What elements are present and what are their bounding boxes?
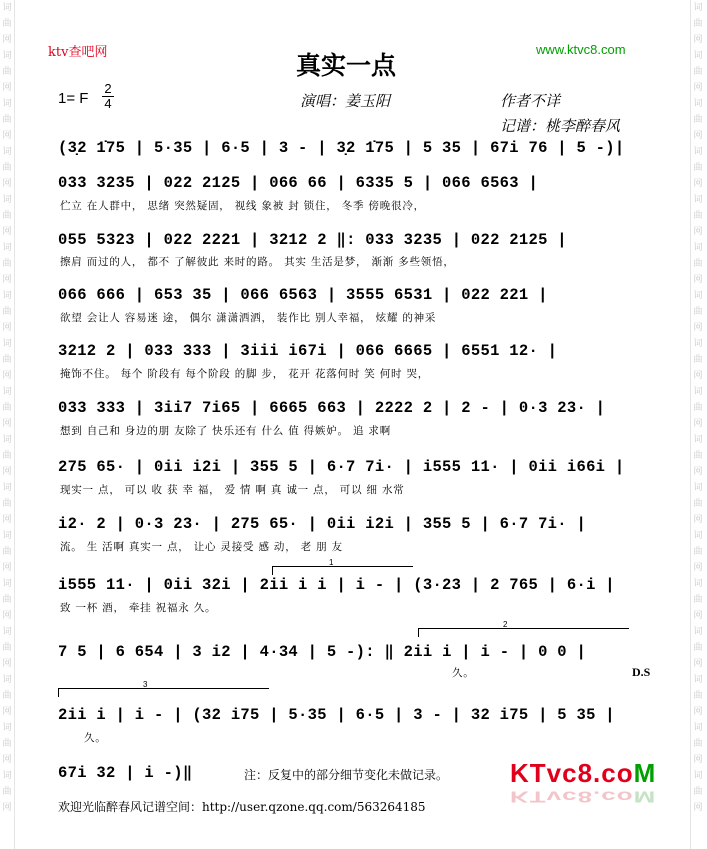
side-watermark-char: 曲 <box>693 403 703 413</box>
side-watermark-char: 词 <box>2 579 12 589</box>
side-watermark-char: 曲 <box>693 787 703 797</box>
side-watermark-char: 网 <box>693 227 703 237</box>
side-watermark-char: 网 <box>693 83 703 93</box>
side-watermark-char: 词 <box>2 387 12 397</box>
side-watermark-char: 曲 <box>2 643 12 653</box>
ds-mark: D.S <box>632 665 651 679</box>
side-watermark-char: 曲 <box>693 19 703 29</box>
score-row-8-notes: i2· 2 | 0·3 23· | 275 65· | 0ii i2i | 355 5 | 6·7 7i· | <box>58 515 587 533</box>
side-watermark-char: 曲 <box>2 307 12 317</box>
side-watermark-char: 网 <box>693 515 703 525</box>
score-row-7-notes: 275 65· | 0ii i2i | 355 5 | 6·7 7i· | i555 11· | 0ii i66i | <box>58 458 625 476</box>
side-watermark-char: 曲 <box>693 259 703 269</box>
score-row-5-lyrics: 掩饰不住。 每个 阶段有 每个阶段 的脚 步， 花开 花落何时 笑 何时 哭， <box>60 368 430 380</box>
side-watermark-char: 词 <box>693 291 703 301</box>
side-watermark-char: 词 <box>693 147 703 157</box>
side-watermark-char: 词 <box>693 51 703 61</box>
side-watermark-char: 曲 <box>693 307 703 317</box>
side-watermark-char: 曲 <box>693 211 703 221</box>
side-watermark-char: 词 <box>693 579 703 589</box>
singer-credit: 演唱：姜玉阳 <box>300 92 391 110</box>
side-watermark-char: 网 <box>693 419 703 429</box>
side-watermark-char: 网 <box>693 179 703 189</box>
score-row-9-lyrics: 致 一杯 酒， 牵挂 祝福永 久。 <box>60 602 217 614</box>
score-row-2-notes: 033 3235 | 022 2125 | 066 66 | 6335 5 | 066 6563 | <box>58 174 539 192</box>
logo-reflection-main: KTvc8.co <box>510 788 634 806</box>
side-watermark-char: 网 <box>693 323 703 333</box>
side-watermark-char: 词 <box>2 723 12 733</box>
score-row-9-notes: i555 11· | 0ii 32i | 2ii i i | i - | (3·23 | 2 765 | 6·i | <box>58 576 615 594</box>
ktvc8-logo-reflection <box>510 787 656 806</box>
left-frame-line <box>14 0 15 849</box>
side-watermark-char: 词 <box>2 147 12 157</box>
side-watermark-char: 曲 <box>2 259 12 269</box>
logo-end-text: M <box>633 758 657 788</box>
score-row-5-notes: 3212 2 | 033 333 | 3iii i67i | 066 6665 | 6551 12· | <box>58 342 558 360</box>
side-watermark-char: 词 <box>693 243 703 253</box>
side-watermark-char: 网 <box>2 83 12 93</box>
side-watermark-char: 曲 <box>693 547 703 557</box>
score-row-6-notes: 033 333 | 3ii7 7i65 | 6665 663 | 2222 2 | 2 - | 0·3 23· | <box>58 399 606 417</box>
side-watermark-char: 网 <box>2 707 12 717</box>
side-watermark-char: 曲 <box>2 67 12 77</box>
score-row-10-lyrics: 久。 <box>452 667 475 679</box>
side-watermark-char: 词 <box>693 483 703 493</box>
side-watermark-char: 网 <box>2 275 12 285</box>
side-watermark-char: 曲 <box>2 403 12 413</box>
side-watermark-char: 词 <box>2 627 12 637</box>
side-watermark-char: 曲 <box>2 787 12 797</box>
score-note: 注：反复中的部分细节变化未做记录。 <box>244 768 449 782</box>
score-row-6-lyrics: 想到 自己和 身边的朋 友除了 快乐还有 什么 值 得嫉妒。 追 求啊 <box>60 425 392 437</box>
side-watermark-char: 网 <box>2 35 12 45</box>
side-watermark-char: 网 <box>2 755 12 765</box>
score-row-4-lyrics: 欲望 会让人 容易迷 途， 偶尔 潇潇洒洒， 装作比 别人幸福， 炫耀 的神采 <box>60 312 437 324</box>
side-watermark-char: 曲 <box>2 355 12 365</box>
side-watermark-char: 网 <box>2 371 12 381</box>
side-watermark-char: 网 <box>693 467 703 477</box>
side-watermark-char: 网 <box>2 131 12 141</box>
side-watermark-char: 曲 <box>693 451 703 461</box>
side-watermark-char: 词 <box>2 483 12 493</box>
side-watermark-char: 网 <box>2 467 12 477</box>
side-watermark-char: 词 <box>693 387 703 397</box>
score-row-4-notes: 066 666 | 653 35 | 066 6563 | 3555 6531 | 022 221 | <box>58 286 548 304</box>
side-watermark-char: 网 <box>693 563 703 573</box>
side-watermark-char: 词 <box>2 3 12 13</box>
left-side-watermark <box>1 0 13 849</box>
side-watermark-char: 曲 <box>2 211 12 221</box>
side-watermark-char: 词 <box>2 195 12 205</box>
side-watermark-char: 曲 <box>2 19 12 29</box>
side-watermark-char: 词 <box>693 627 703 637</box>
side-watermark-char: 曲 <box>693 355 703 365</box>
side-watermark-char: 词 <box>2 99 12 109</box>
side-watermark-char: 词 <box>2 291 12 301</box>
side-watermark-char: 曲 <box>693 595 703 605</box>
side-watermark-char: 曲 <box>2 499 12 509</box>
side-watermark-char: 网 <box>693 35 703 45</box>
score-row-10-notes: 7 5 | 6 654 | 3 i2 | 4·34 | 5 -): ‖ 2ii i | i - | 0 0 | <box>58 643 587 661</box>
side-watermark-char: 网 <box>693 707 703 717</box>
ktvc8-logo <box>510 758 656 789</box>
volta-3-number: 3 <box>143 680 148 689</box>
side-watermark-char: 词 <box>2 435 12 445</box>
time-bottom: 4 <box>104 96 112 111</box>
side-watermark-char: 曲 <box>2 115 12 125</box>
side-watermark-char: 曲 <box>2 451 12 461</box>
right-side-watermark <box>692 0 704 849</box>
side-watermark-char: 网 <box>2 659 12 669</box>
side-watermark-char: 词 <box>2 339 12 349</box>
side-watermark-char: 词 <box>2 531 12 541</box>
side-watermark-char: 网 <box>2 227 12 237</box>
side-watermark-char: 曲 <box>693 643 703 653</box>
logo-main-text: KTvc8.co <box>510 758 634 788</box>
volta-1-number: 1 <box>329 558 334 567</box>
side-watermark-char: 网 <box>693 275 703 285</box>
volta-bracket-2 <box>418 620 629 637</box>
side-watermark-char: 词 <box>693 3 703 13</box>
right-frame-line <box>690 0 691 849</box>
side-watermark-char: 词 <box>693 435 703 445</box>
footer-text: 欢迎光临醉春风记谱空间：http://user.qzone.qq.com/563264185 <box>58 800 426 814</box>
side-watermark-char: 曲 <box>693 499 703 509</box>
score-row-2-lyrics: 伫立 在人群中， 思绪 突然疑固， 视线 象被 封 锁住， 冬季 傍晚很冷， <box>60 200 425 212</box>
side-watermark-char: 网 <box>693 131 703 141</box>
side-watermark-char: 曲 <box>693 691 703 701</box>
side-watermark-char: 词 <box>2 243 12 253</box>
side-watermark-char: 曲 <box>693 163 703 173</box>
score-row-8-lyrics: 流。 生 活啊 真实一 点， 让心 灵接受 感 动， 老 朋 友 <box>60 541 343 553</box>
side-watermark-char: 网 <box>2 515 12 525</box>
side-watermark-char: 曲 <box>693 115 703 125</box>
side-watermark-char: 曲 <box>693 739 703 749</box>
side-watermark-char: 词 <box>693 723 703 733</box>
side-watermark-char: 网 <box>693 611 703 621</box>
score-row-3-notes: 055 5323 | 022 2221 | 3212 2 ‖: 033 3235 | 022 2125 | <box>58 231 567 249</box>
left-brand-watermark: ktv查吧网 <box>48 45 108 60</box>
side-watermark-char: 网 <box>693 755 703 765</box>
side-watermark-char: 网 <box>2 563 12 573</box>
side-watermark-char: 网 <box>2 419 12 429</box>
right-brand-watermark: www.ktvc8.com <box>536 42 626 57</box>
time-signature <box>102 82 114 111</box>
side-watermark-char: 网 <box>2 611 12 621</box>
side-watermark-char: 词 <box>693 771 703 781</box>
side-watermark-char: 网 <box>693 659 703 669</box>
score-row-12-notes: 67i 32 | i -)‖ <box>58 764 193 782</box>
score-row-3-lyrics: 擦肩 而过的人， 都不 了解彼此 来时的路。 其实 生活是梦， 渐渐 多些领悟， <box>60 256 455 268</box>
score-row-7-lyrics: 现实一 点， 可以 收 获 幸 福， 爱 情 啊 真 诚一 点， 可以 细 水常 <box>60 484 405 496</box>
logo-reflection-end: M <box>633 788 657 806</box>
side-watermark-char: 曲 <box>693 67 703 77</box>
side-watermark-char: 词 <box>2 51 12 61</box>
side-watermark-char: 词 <box>2 771 12 781</box>
side-watermark-char: 词 <box>693 675 703 685</box>
composer-credit: 作者不详 <box>500 92 561 110</box>
volta-bracket-3 <box>58 680 269 697</box>
side-watermark-char: 词 <box>693 195 703 205</box>
side-watermark-char: 曲 <box>2 547 12 557</box>
key-signature: 1= F <box>58 90 89 107</box>
time-top: 2 <box>104 81 112 96</box>
side-watermark-char: 网 <box>2 323 12 333</box>
side-watermark-char: 曲 <box>2 739 12 749</box>
score-row-11-notes: 2ii i | i - | (32 i75 | 5·35 | 6·5 | 3 - | 32 i75 | 5 35 | <box>58 706 615 724</box>
side-watermark-char: 曲 <box>2 691 12 701</box>
notation-credit: 记谱：桃李醉春风 <box>500 117 621 135</box>
side-watermark-char: 网 <box>693 371 703 381</box>
side-watermark-char: 词 <box>2 675 12 685</box>
side-watermark-char: 网 <box>2 179 12 189</box>
song-title: 真实一点 <box>296 51 397 80</box>
side-watermark-char: 曲 <box>2 595 12 605</box>
side-watermark-char: 词 <box>693 339 703 349</box>
side-watermark-char: 词 <box>693 531 703 541</box>
side-watermark-char: 词 <box>693 99 703 109</box>
volta-bracket-1 <box>272 558 413 575</box>
side-watermark-char: 曲 <box>2 163 12 173</box>
volta-2-number: 2 <box>503 620 508 629</box>
score-row-11-lyrics: 久。 <box>84 732 107 744</box>
side-watermark-char: 网 <box>2 803 12 813</box>
score-row-1-notes: (3̣2 1̇75 | 5·35 | 6·5 | 3 - | 3̣2 1̇75 | 5 35 | 67i 76 | 5 -)| <box>58 139 625 157</box>
side-watermark-char: 网 <box>693 803 703 813</box>
